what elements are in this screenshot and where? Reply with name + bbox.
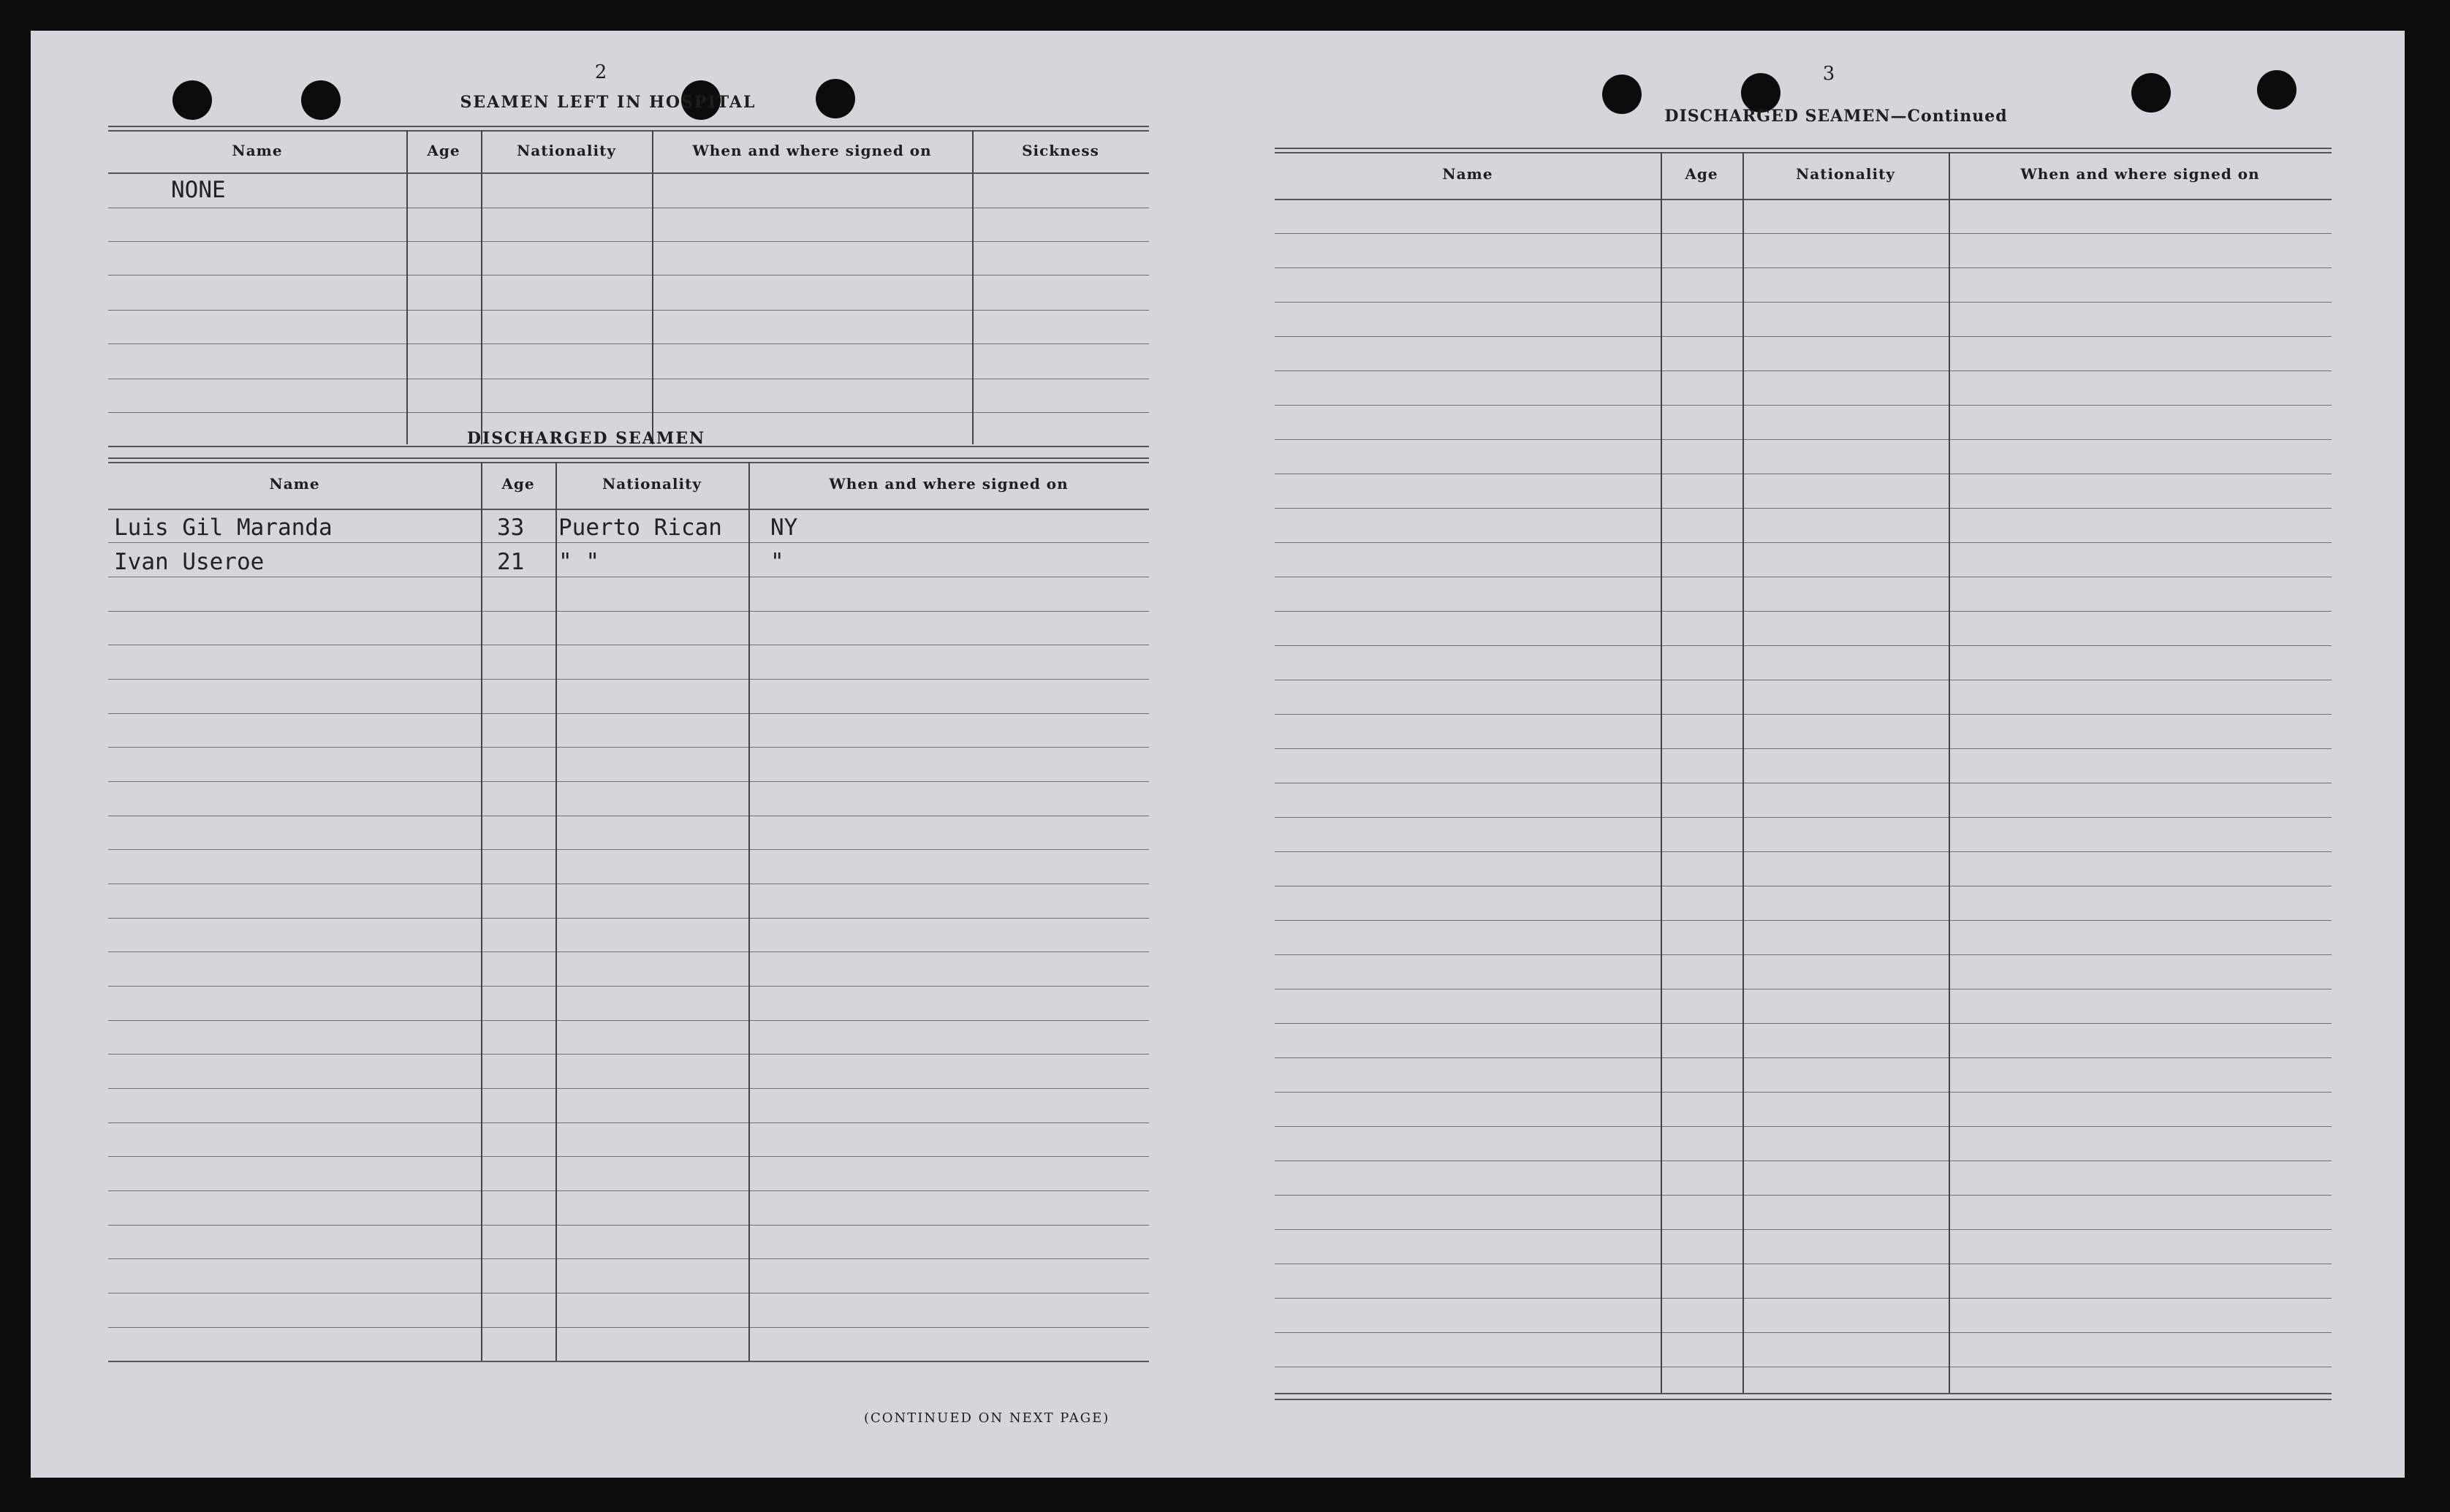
punch-hole bbox=[816, 79, 855, 118]
punch-hole bbox=[301, 80, 341, 120]
page-number: 3 bbox=[1822, 63, 1835, 85]
seaman-signed-on: " bbox=[770, 549, 784, 575]
discharged-continued-title: DISCHARGED SEAMEN—Continued bbox=[1664, 107, 2008, 126]
discharged-table bbox=[108, 457, 1149, 1407]
column-header-signed-on: When and where signed on bbox=[2020, 165, 2260, 183]
column-header-age: Age bbox=[501, 475, 535, 493]
seaman-age: 33 bbox=[497, 514, 525, 541]
discharged-section-title: DISCHARGED SEAMEN bbox=[466, 429, 706, 448]
seaman-name: Ivan Useroe bbox=[114, 549, 265, 575]
punch-hole bbox=[172, 80, 212, 120]
column-header-sickness: Sickness bbox=[1022, 142, 1099, 159]
punch-hole bbox=[2257, 70, 2297, 110]
discharged-continued-table bbox=[1275, 148, 2332, 1412]
column-header-name: Name bbox=[232, 142, 283, 159]
column-header-signed-on: When and where signed on bbox=[692, 142, 932, 159]
hospital-table bbox=[108, 126, 1149, 447]
column-header-age: Age bbox=[1685, 165, 1718, 183]
seaman-signed-on: NY bbox=[770, 514, 798, 541]
seaman-name: Luis Gil Maranda bbox=[114, 514, 333, 541]
column-header-nationality: Nationality bbox=[602, 475, 702, 493]
document-sheet bbox=[31, 31, 2405, 1478]
column-header-nationality: Nationality bbox=[517, 142, 616, 159]
continued-note: (CONTINUED ON NEXT PAGE) bbox=[864, 1410, 1110, 1426]
seaman-nationality: Puerto Rican bbox=[558, 514, 722, 541]
seaman-age: 21 bbox=[497, 549, 525, 575]
hospital-entry: NONE bbox=[171, 177, 226, 203]
column-header-age: Age bbox=[427, 142, 460, 159]
column-header-nationality: Nationality bbox=[1796, 165, 1895, 183]
column-header-name: Name bbox=[269, 475, 320, 493]
seaman-nationality: " " bbox=[558, 549, 599, 575]
hospital-section-title: SEAMEN LEFT IN HOSPITAL bbox=[460, 93, 756, 112]
column-header-signed-on: When and where signed on bbox=[829, 475, 1069, 493]
punch-hole bbox=[2131, 73, 2171, 113]
page-number: 2 bbox=[594, 61, 607, 83]
column-header-name: Name bbox=[1442, 165, 1493, 183]
